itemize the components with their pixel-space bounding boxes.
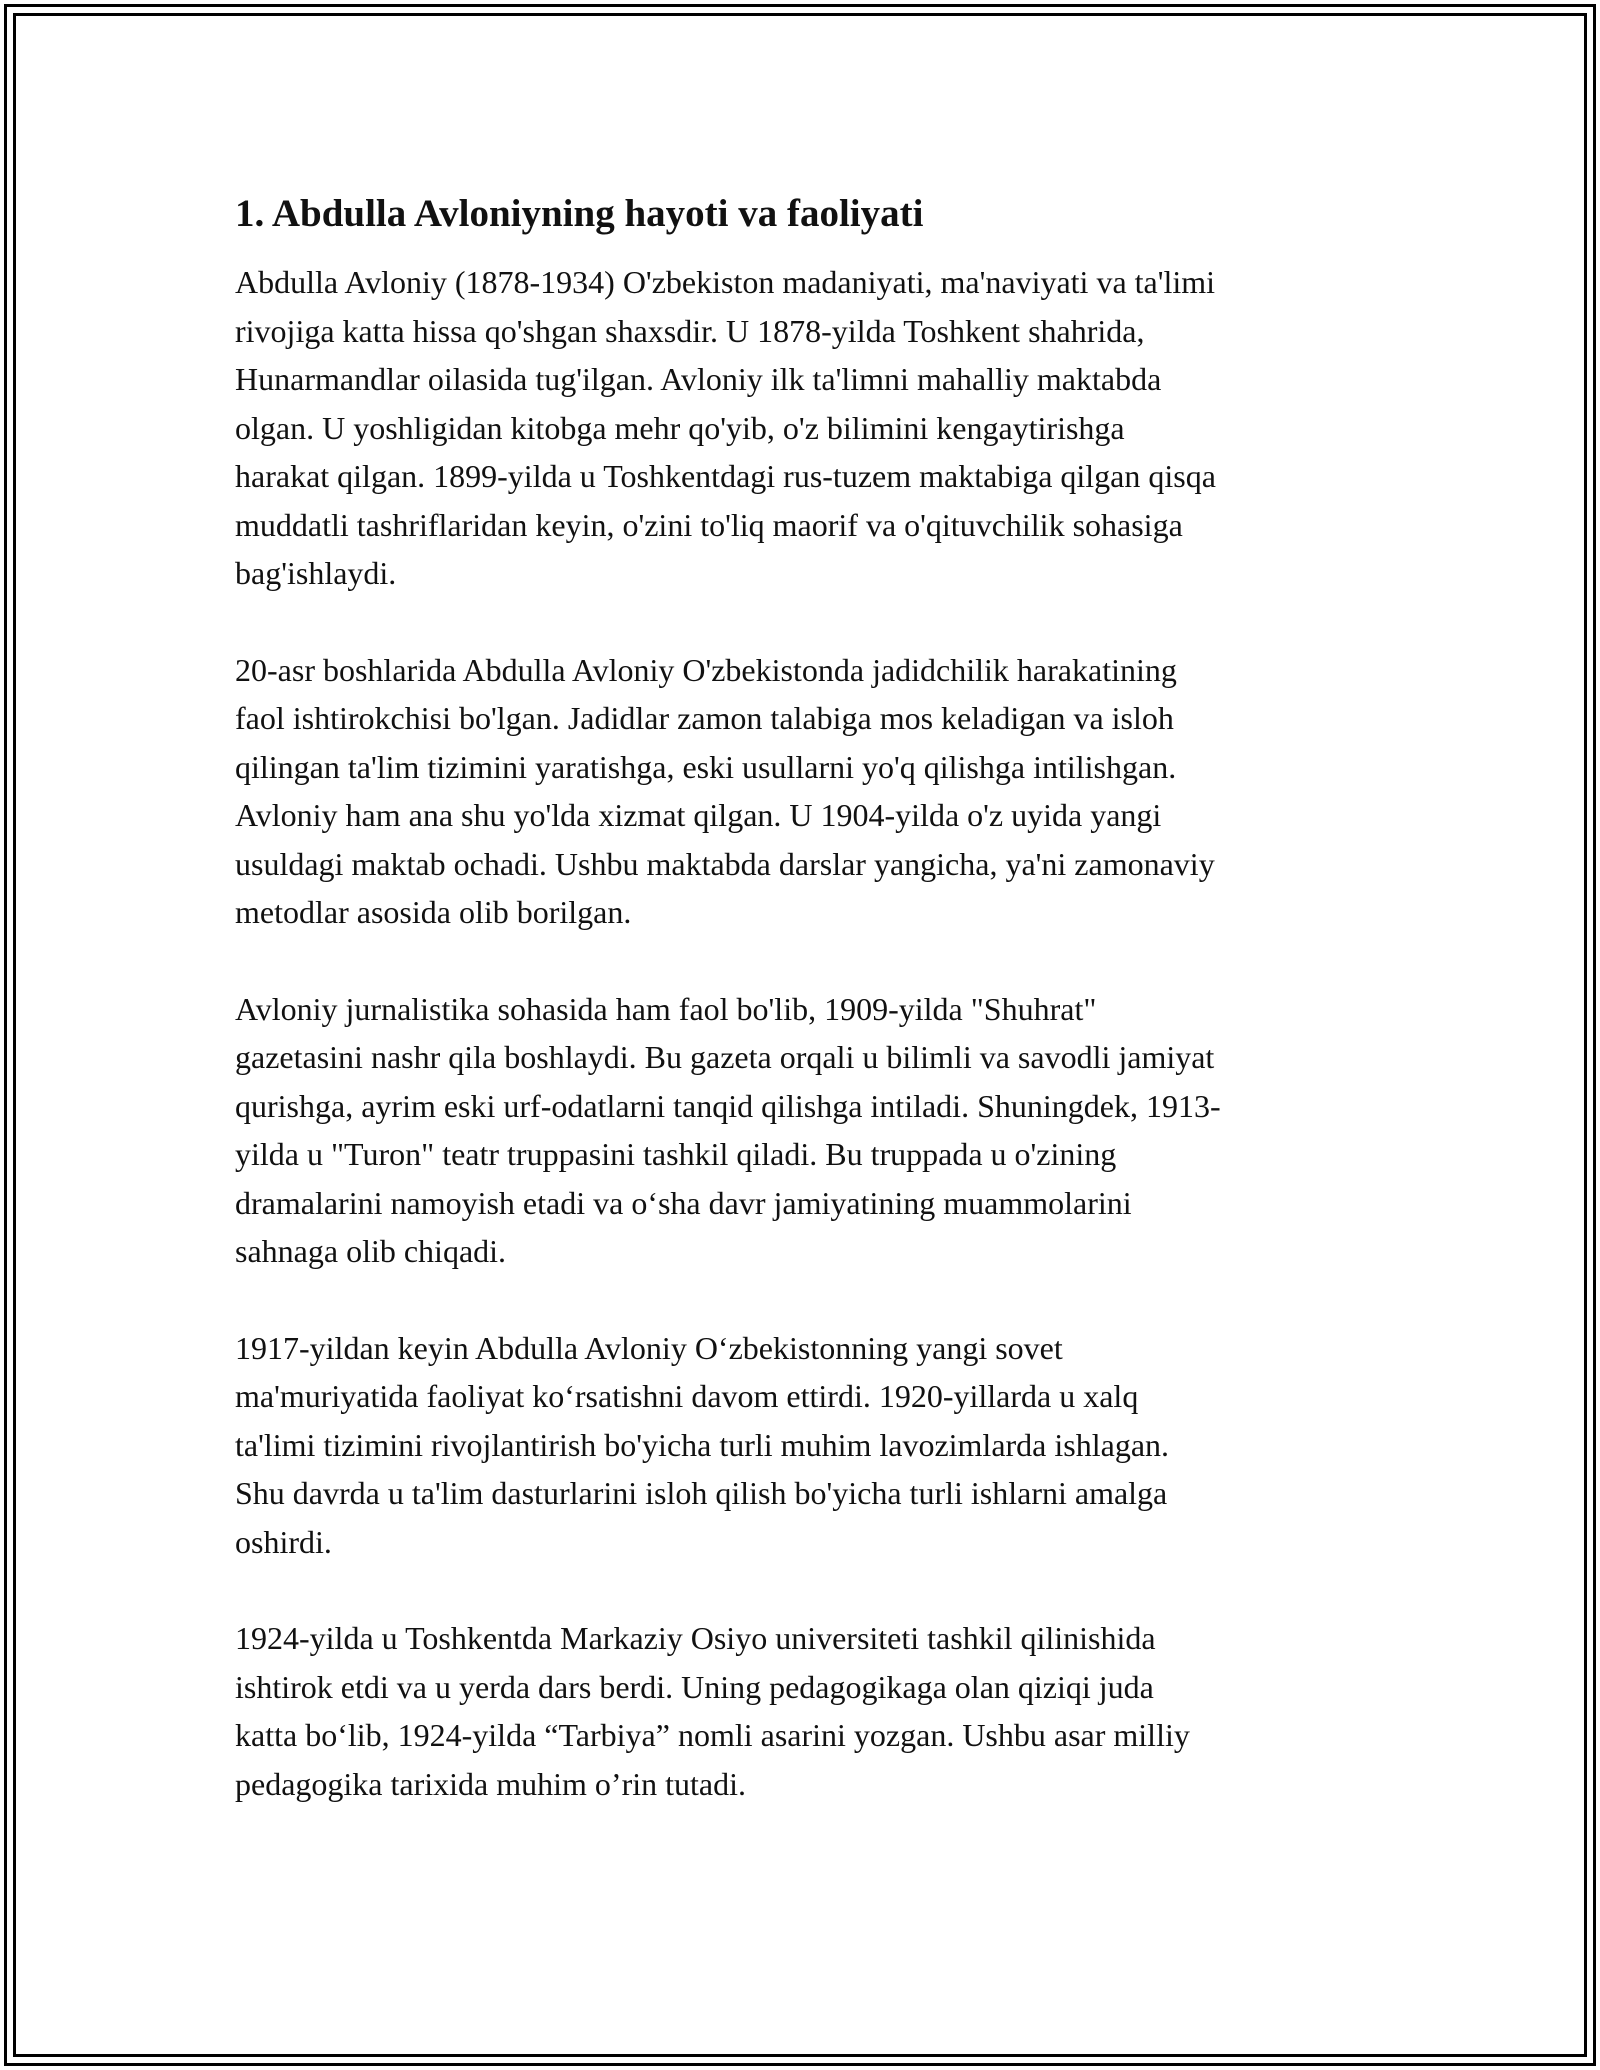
text-line: yilda u "Turon" teatr truppasini tashkil qiladi. Bu truppada u o'zining (235, 1136, 1117, 1172)
text-line: katta bo‘lib, 1924-yilda “Tarbiya” nomli asarini yozgan. Ushbu asar milliy (235, 1717, 1190, 1753)
text-line: qilingan ta'lim tizimini yaratishga, eski usullarni yo'q qilishga intilishgan. (235, 748, 1177, 785)
text-line: qurishga, ayrim eski urf-odatlarni tanqid qilishga intiladi. Shuningdek, 1913- (235, 1087, 1221, 1124)
text-line: bag'ishlaydi. (235, 555, 397, 591)
text-line: sahnaga olib chiqadi. (235, 1233, 507, 1269)
paragraph-2 (235, 646, 1385, 937)
section-heading: 1. Abdulla Avloniyning hayoti va faoliyati (235, 192, 924, 235)
paragraph-5 (235, 1614, 1385, 1808)
paragraph-4 (235, 1324, 1385, 1567)
text-line: gazetasini nashr qila boshlaydi. Bu gazeta orqali u bilimli va savodli jamiyat (235, 1039, 1215, 1075)
text-line: ma'muriyatida faoliyat ko‘rsatishni davom ettirdi. 1920-yillarda u xalq (235, 1378, 1139, 1414)
text-line: Avloniy ham ana shu yo'lda xizmat qilgan. U 1904-yilda o'z uyida yangi (235, 797, 1162, 833)
text-line: dramalarini namoyish etadi va o‘sha davr jamiyatining muammolarini (235, 1184, 1132, 1221)
paragraph-1 (235, 258, 1385, 598)
text-line: metodlar asosida olib borilgan. (235, 894, 632, 930)
text-line: Abdulla Avloniy (1878-1934) O'zbekiston madaniyati, ma'naviyati va ta'limi (235, 264, 1216, 300)
text-line: ta'limi tizimini rivojlantirish bo'yicha turli muhim lavozimlarda ishlagan. (235, 1426, 1170, 1463)
text-line: olgan. U yoshligidan kitobga mehr qo'yib, o'z bilimini kengaytirishga (235, 409, 1125, 446)
text-line: Hunarmandlar oilasida tug'ilgan. Avloniy ilk ta'limni mahalliy maktabda (235, 361, 1162, 397)
text-line: usuldagi maktab ochadi. Ushbu maktabda darslar yangicha, ya'ni zamonaviy (235, 845, 1215, 882)
text-line: faol ishtirokchisi bo'lgan. Jadidlar zamon talabiga mos keladigan va isloh (235, 700, 1174, 736)
paragraph-3 (235, 985, 1385, 1276)
text-line: oshirdi. (235, 1523, 332, 1560)
document-body (235, 186, 1385, 1856)
text-line: Shu davrda u ta'lim dasturlarini isloh qilish bo'yicha turli ishlarni amalga (235, 1475, 1168, 1511)
text-line: Avloniy jurnalistika sohasida ham faol bo'lib, 1909-yilda "Shuhrat" (235, 990, 1097, 1027)
text-line: ishtirok etdi va u yerda dars berdi. Uning pedagogikaga olan qiziqi juda (235, 1668, 1154, 1705)
text-line: 20-asr boshlarida Abdulla Avloniy O'zbekistonda jadidchilik harakatining (235, 651, 1177, 688)
text-line: 1924-yilda u Toshkentda Markaziy Osiyo universiteti tashkil qilinishida (235, 1620, 1156, 1656)
text-line: harakat qilgan. 1899-yilda u Toshkentdagi rus-tuzem maktabiga qilgan qisqa (235, 458, 1216, 494)
text-line: muddatli tashriflaridan keyin, o'zini to'liq maorif va o'qituvchilik sohasiga (235, 506, 1183, 543)
text-line: 1917-yildan keyin Abdulla Avloniy O‘zbekistonning yangi sovet (235, 1329, 1063, 1366)
text-line: rivojiga katta hissa qo'shgan shaxsdir. U 1878-yilda Toshkent shahrida, (235, 312, 1145, 349)
text-line: pedagogika tarixida muhim o’rin tutadi. (235, 1765, 746, 1802)
